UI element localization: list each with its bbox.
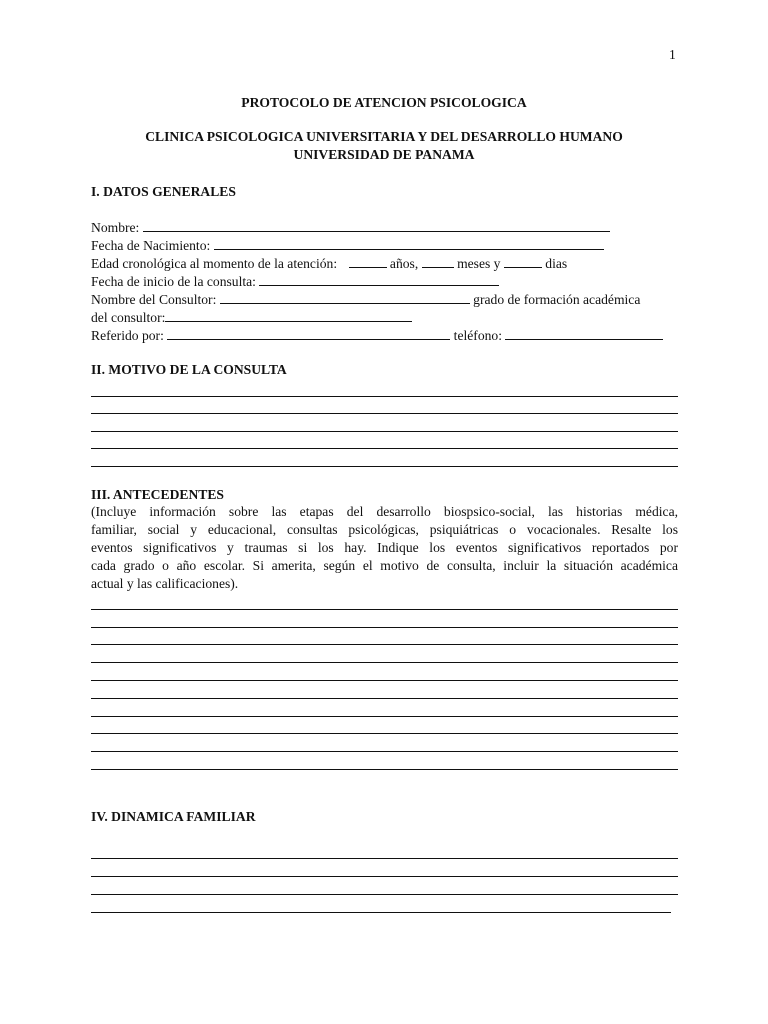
section-motivo-heading: II. MOTIVO DE LA CONSULTA — [91, 362, 287, 377]
dinamica-line[interactable] — [91, 912, 671, 913]
nombre-field[interactable] — [143, 219, 610, 232]
antecedentes-line[interactable] — [91, 609, 678, 610]
motivo-line[interactable] — [91, 431, 678, 432]
grado-label: grado de formación académica — [473, 292, 641, 307]
antecedentes-line[interactable] — [91, 662, 678, 663]
motivo-line[interactable] — [91, 466, 678, 467]
dinamica-line[interactable] — [91, 876, 678, 877]
instruction-line: eventos significativos y traumas si los hay. Indique los eventos significativos reportados por — [91, 540, 678, 555]
instruction-line: (Incluye información sobre las etapas del desarrollo biospsico-social, las historias médica, — [91, 504, 678, 519]
dinamica-line[interactable] — [91, 858, 678, 859]
telefono-field[interactable] — [505, 327, 663, 340]
form-title: PROTOCOLO DE ATENCION PSICOLOGICA — [241, 95, 527, 110]
referido-label: Referido por: — [91, 328, 164, 343]
consultor-label: Nombre del Consultor: — [91, 292, 217, 307]
antecedentes-line[interactable] — [91, 733, 678, 734]
fecha-inicio-field[interactable] — [259, 273, 499, 286]
antecedentes-line[interactable] — [91, 716, 678, 717]
university-name: UNIVERSIDAD DE PANAMA — [293, 147, 475, 162]
telefono-label: teléfono: — [453, 328, 502, 343]
section-antecedentes-heading: III. ANTECEDENTES — [91, 487, 224, 502]
fecha-nacimiento-field[interactable] — [214, 237, 604, 250]
edad-dias-field[interactable] — [504, 255, 542, 268]
instruction-line: actual y las calificaciones). — [91, 576, 239, 591]
fecha-nacimiento-label: Fecha de Nacimiento: — [91, 238, 211, 253]
dinamica-line[interactable] — [91, 894, 678, 895]
antecedentes-instructions — [91, 503, 678, 593]
consultor-field[interactable] — [220, 291, 470, 304]
fecha-nacimiento-row — [91, 237, 604, 255]
antecedentes-line[interactable] — [91, 751, 678, 752]
motivo-line[interactable] — [91, 413, 678, 414]
fecha-inicio-row — [91, 273, 499, 291]
instruction-line: familiar, social y educacional, consultas psicológicas, psiquiátricas o vocacionales. Resalte los — [91, 522, 678, 537]
antecedentes-line[interactable] — [91, 627, 678, 628]
edad-meses-field[interactable] — [422, 255, 454, 268]
referido-field[interactable] — [167, 327, 450, 340]
edad-anos-field[interactable] — [349, 255, 387, 268]
motivo-line[interactable] — [91, 448, 678, 449]
instruction-line: cada grado o año escolar. Si amerita, según el motivo de consulta, incluir la situación académica — [91, 558, 678, 573]
dias-label: dias — [545, 256, 568, 271]
page-number: 1 — [669, 47, 676, 62]
antecedentes-line[interactable] — [91, 698, 678, 699]
nombre-label: Nombre: — [91, 220, 140, 235]
clinic-name: CLINICA PSICOLOGICA UNIVERSITARIA Y DEL DESARROLLO HUMANO — [145, 129, 623, 144]
fecha-inicio-label: Fecha de inicio de la consulta: — [91, 274, 256, 289]
consultor-row — [91, 291, 640, 309]
del-consultor-label: del consultor: — [91, 310, 166, 325]
referido-row — [91, 327, 663, 345]
edad-label: Edad cronológica al momento de la atención: — [91, 256, 338, 271]
section-datos-generales-heading: I. DATOS GENERALES — [91, 184, 236, 199]
anos-label: años, — [389, 256, 419, 271]
edad-row — [91, 255, 567, 273]
antecedentes-line[interactable] — [91, 680, 678, 681]
nombre-row — [91, 219, 610, 237]
motivo-line[interactable] — [91, 396, 678, 397]
meses-label: meses y — [457, 256, 501, 271]
del-consultor-row — [91, 309, 412, 327]
grado-formacion-field[interactable] — [165, 309, 412, 322]
section-dinamica-familiar-heading: IV. DINAMICA FAMILIAR — [91, 809, 256, 824]
antecedentes-line[interactable] — [91, 769, 678, 770]
antecedentes-line[interactable] — [91, 644, 678, 645]
